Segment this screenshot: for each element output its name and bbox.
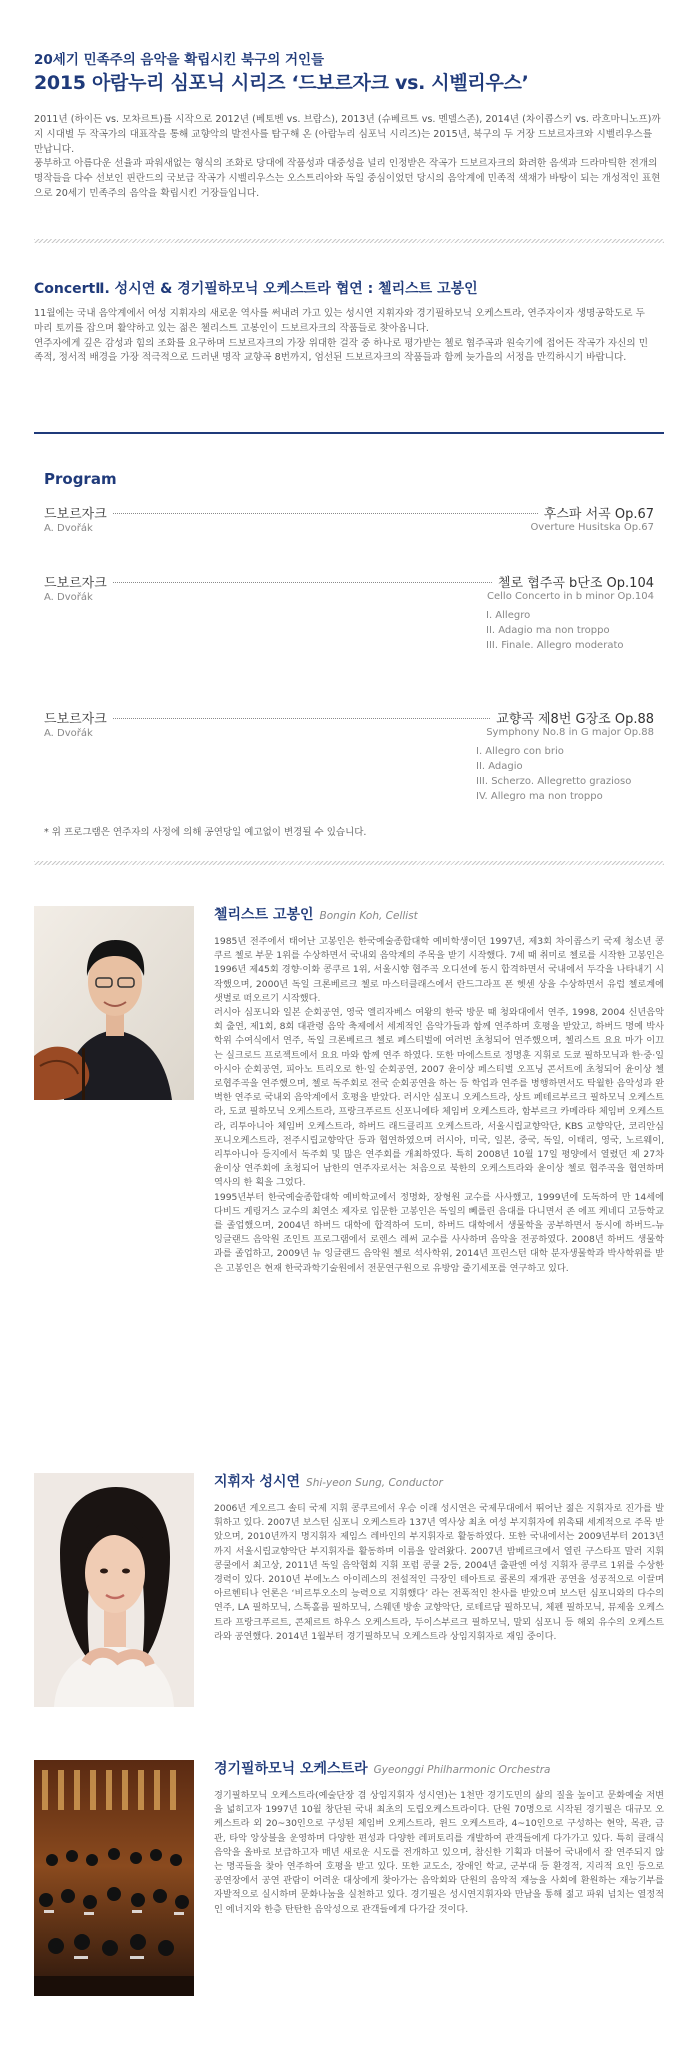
bio-title — [214, 1471, 443, 1491]
dotted-leader — [113, 582, 492, 583]
bio-paragraph: 러시아 심포니와 일본 순회공연, 영국 엘리자베스 여왕의 한국 방문 때 청와대에서 연주, 1998, 2004 신년음악회 출연, 제1회, 8회 대관령 음악 축제에서 세계적인 음악가들과 함께 연주하며 호평을 받았고, 하버드 명예 박사학위 수여식에서 연주, 독일 크론베르크 첼로 페스티벌에 여러번 초청되어 연주했으며, 첼리스트 요요 마가 이끄는 실크로드 프로젝트에서 요요 마와 함께 연주 하였다. 또한 마에스트로 정명훈 지휘로 도쿄 필하모닉과 한·중·일 아시아 순회공연, 피아노 트리오로 한·일 순회공연, 2007 윤이상 페스티벌 오프닝 콘서트에 초청되어 윤이상 첼로협주곡을 연주했으며, 첼로 독주회로 전국 순회공연을 하는 등 학업과 연주를 병행하면서도 탁월한 음악성과 완벽한 연주로 국내외 음악계에서 호평을 받았다. 러시안 심포니 오케스트라, 상트 페테르부르크 필하모닉 오케스트라, 도쿄 필하모닉 오케스트라, 프랑크푸르트 신포니에타 체임버 오케스트라, 함부르크 카메라타 체임버 오케스트라, 리투아니아 체임버 오케스트라, 하버드 래드클리프 오케스트라, 서울시립교향악단, KBS 교향악단, 코리안심포니오케스트라, 전주시립교향악단 등과 협연하였으며 러시아, 미국, 일본, 중국, 독일, 이태리, 영국, 노르웨이, 리투아니아 등지에서 독주회 및 많은 연주회를 개최하였다. 특히 2008년 10월 17일 평양에서 열렸던 제 27차 윤이상 연주회에 초청되어 남한의 연주자로서는 처음으로 북한의 오케스트라와 윤이상 첼로 협주곡을 협연하며 역사의 한 획을 그었다. — [214, 1007, 664, 1189]
divider — [34, 861, 664, 865]
movement: IV. Allegro ma non troppo — [476, 791, 603, 802]
header-subtitle: 20세기 민족주의 음악을 확립시킨 북구의 거인들 — [34, 52, 325, 68]
bio-name: 지휘자 성시연 — [214, 1474, 301, 1490]
work-title: 후스파 서곡 Op.67 — [543, 507, 654, 522]
bio-paragraph: 경기필하모닉 오케스트라(예술단장 겸 상임지휘자 성시연)는 1천만 경기도민의 삶의 질을 높이고 문화예술 저변을 넓히고자 1997년 10월 창단된 국내 최초의 도립오케스트라이다. 단원 70명으로 시작된 경기필은 대규모 오케스트라 외 20~30인으로 구성된 체임버 오케스트라, 윈드 오케스트라, 4~10인으로 구성하는 현악, 목관, 금관, 타악 앙상블을 운영하며 다양한 편성과 다양한 레퍼토리를 개발하여 관객들에게 다가가고 있다. 특히 클래식음악을 올바로 보급하고자 매년 새로운 시도를 전개하고 있으며, 참신한 기획과 더불어 국내에서 잘 연주되지 않는 명곡들을 찾아 연주하여 호평을 받고 있다. 또한 교도소, 장애인 학교, 군부대 등 환경적, 지리적 요인 등으로 공연장에서 공연 관람이 어려운 대상에게 찾아가는 음악회와 단원의 음악적 재능을 사회에 환원하는 재능기부를 자발적으로 실시하며 문화나눔을 실천하고 있다. 경기필은 성시연지휘자와 만남을 통해 젊고 파워 넘치는 열정적인 에너지와 한층 탄탄한 음악성으로 관객들에게 다가갈 것이다. — [214, 1790, 664, 1915]
movement: III. Finale. Allegro moderato — [486, 640, 624, 651]
program-title: Program — [44, 470, 117, 488]
movement-list — [476, 744, 631, 804]
composer-en: A. Dvořák — [44, 592, 93, 603]
intro-text — [34, 113, 664, 202]
movement: II. Adagio ma non troppo — [486, 625, 610, 636]
work-title: 첼로 협주곡 b단조 Op.104 — [498, 576, 654, 591]
bio-text — [214, 1789, 664, 1917]
movement: II. Adagio — [476, 761, 523, 772]
bio-paragraph: 1985년 전주에서 태어난 고봉인은 한국예술종합대학 예비학생이던 1997년, 제3회 차이콥스키 국제 청소년 콩쿠르 첼로 부문 1위를 수상하면서 국내외 음악계의 주목을 받기 시작했다. 7세 때 취미로 첼로를 시작한 고봉인은 1996년 제45회 경향·이화 콩쿠르 1위, 서울시향 협주곡 오디션에 동시 합격하면서 국내에서 두각을 나타내기 시작했으며, 2000년 독일 크론베르크 첼로 마스터클래스에서 란드그라프 폰 헷센 상을 수상하면서 유럽 첼로계에 샛별로 떠오르기 시작했다. — [214, 936, 664, 1004]
composer: 드보르자크 — [44, 576, 107, 591]
movement: I. Allegro con brio — [476, 746, 564, 757]
dotted-leader — [113, 513, 538, 514]
dotted-leader — [113, 718, 490, 719]
program-item — [44, 708, 654, 802]
divider — [34, 239, 664, 243]
cellist-photo — [34, 906, 194, 1100]
work-title-en: Cello Concerto in b minor Op.104 — [487, 591, 654, 602]
bio-title — [214, 904, 418, 924]
concert-paragraph: 11월에는 국내 음악계에서 여성 지휘자의 새로운 역사를 써내려 가고 있는 성시연 지휘자와 경기필하모닉 오케스트라, 연주자이자 생명공학도로 두 마리 토끼를 잡으며 활약하고 있는 젊은 첼리스트 고봉인이 드보르자크의 작품들로 찾아옵니다. — [34, 308, 645, 334]
concert-title: ConcertⅡ. 성시연 & 경기필하모닉 오케스트라 협연 : 첼리스트 고봉인 — [34, 281, 478, 297]
program-note: * 위 프로그램은 연주자의 사정에 의해 공연당일 예고없이 변경될 수 있습니다. — [44, 827, 367, 838]
bio-paragraph: 1995년부터 한국예술종합대학 예비학교에서 정명화, 장형원 교수를 사사했고, 1999년에 도독하여 만 14세에 다비드 게링거스 교수의 최연소 제자로 입문한 고봉인은 독일의 뻬를린 음대를 다니면서 존 에프 케네디 고등학교를 졸업했으며, 2004년 하버드 대학에 합격하여 도미, 하버드 대학에서 생물학을 공부하면서 동시에 하버드-뉴 잉글랜드 음악원 조인트 프로그램에서 로렌스 레써 교수를 사사하며 음악을 전공하였다. 2008년 하버드 생물학과를 졸업하고, 2009년 뉴 잉글랜드 음악원 첼로 석사학위, 2014년 프린스턴 대학 분자생물학과 박사학위를 받은 고봉인은 현재 한국과학기술원에서 전문연구원으로 유방암 줄기세포를 연구하고 있다. — [214, 1191, 664, 1274]
work-title-en: Overture Husitska Op.67 — [530, 522, 654, 533]
orchestra-photo — [34, 1760, 194, 1996]
program-item — [44, 572, 654, 651]
concert-paragraph: 연주자에게 깊은 감성과 힘의 조화를 요구하며 드보르자크의 가장 위대한 걸작 중 하나로 평가받는 첼로 협주곡과 원숙기에 접어든 작곡가 자신의 민족적, 정서적 배경을 가장 적극적으로 드러낸 명작 교향곡 8번까지, 엄선된 드보르자크의 작품들과 함께 늦가을의 서정을 만끽하시기 바랍니다. — [34, 337, 648, 364]
page-title: 2015 아람누리 심포닉 시리즈 ‘드보르자크 vs. 시벨리우스’ — [34, 72, 529, 94]
movement: III. Scherzo. Allegretto grazioso — [476, 776, 632, 787]
movement: I. Allegro — [486, 610, 531, 621]
bio-name: 첼리스트 고봉인 — [214, 907, 314, 923]
concert-description — [34, 307, 654, 366]
bio-name: 경기필하모닉 오케스트라 — [214, 1761, 368, 1777]
bio-name-en: Bongin Koh, Cellist — [319, 910, 418, 922]
bio-text — [214, 935, 664, 1276]
bio-paragraph: 2006년 게오르그 솔티 국제 지휘 콩쿠르에서 우승 이래 성시연은 국제무대에서 뛰어난 젊은 지휘자로 진가를 발휘하고 있다. 2007년 보스턴 심포니 오케스트라 137년 역사상 최초 여성 부지휘자에 위촉돼 세계적으로 주목 받았으며, 2010년까지 명지휘자 제임스 레바인의 부지휘자로 활동하였다. 또한 국내에서는 2009년부터 2013년까지 서울시립교향악단 부지휘자를 활동하며 이름을 알려왔다. 2007년 밤베르크에서 열린 구스타프 말러 지휘 콩쿨에서 최고상, 2011년 독일 음악협회 지휘 포럼 콩쿨 2등, 2004년 출판엔 여성 지휘자 콩쿠르 1위를 수상한 경력이 있다. 2010년 부에노스 아이레스의 전설적인 극장인 테아트로 콜론의 재개관 공연을 성공적으로 이끌며 아르헨티나 언론은 ‘비르투오소의 능력으로 지휘했다’ 라는 전폭적인 찬사를 받았으며 보스턴 심포니와의 다수의 연주, LA 필하모닉, 스톡홀름 필하모닉, 스웨덴 방송 교향악단, 로테르담 필하모닉, 체펜 필하모닉, 뮤제움 오케스트라 프랑크푸르트, 콘체르트 하우스 오케스트라, 두이스부르크 필하모닉, 말뫼 심포니 등 해외 유수의 오케스트라와 공연했다. 2014년 1월부터 경기필하모닉 오케스트라 상임지휘자로 재임 중이다. — [214, 1503, 664, 1642]
program-item — [44, 503, 654, 534]
intro-paragraph: 풍부하고 아름다운 선율과 파워새없는 형식의 조화로 당대에 작품성과 대중성을 널리 인정받은 작곡가 드보르자크의 화려한 음색과 드라마틱한 전개의 명작들을 다수 선보인 핀란드의 국보급 작곡가 시벨리우스는 오스트리아와 독일 중심이었던 당시의 음악계에 민족적 색채가 바탕이 되는 개성적인 표현으로 20세기 민족주의 음악을 확립시킨 거장들입니다. — [34, 158, 661, 199]
bio-name-en: Shi-yeon Sung, Conductor — [306, 1477, 443, 1489]
composer: 드보르자크 — [44, 507, 107, 522]
conductor-photo — [34, 1473, 194, 1707]
intro-paragraph: 2011년 (하이든 vs. 모차르트)를 시작으로 2012년 (베토벤 vs. 브람스), 2013년 (슈베르트 vs. 멘델스존), 2014년 (차이콥스키 vs. 라흐마니노프)까지 시대별 두 작곡가의 대표작을 통해 교향악의 발전사를 탐구해 온 (아람누리 심포닉 시리즈)는 2015년, 북구의 두 거장 드보르자크와 시벨리우스를 만납니다. — [34, 114, 661, 155]
work-title: 교향곡 제8번 G장조 Op.88 — [496, 712, 654, 727]
composer: 드보르자크 — [44, 712, 107, 727]
movement-list — [486, 608, 624, 653]
divider — [34, 432, 664, 434]
bio-text — [214, 1502, 664, 1644]
bio-name-en: Gyeonggi Philharmonic Orchestra — [373, 1764, 551, 1776]
composer-en: A. Dvořák — [44, 728, 93, 739]
composer-en: A. Dvořák — [44, 523, 93, 534]
bio-title — [214, 1758, 551, 1778]
work-title-en: Symphony No.8 in G major Op.88 — [486, 727, 654, 738]
